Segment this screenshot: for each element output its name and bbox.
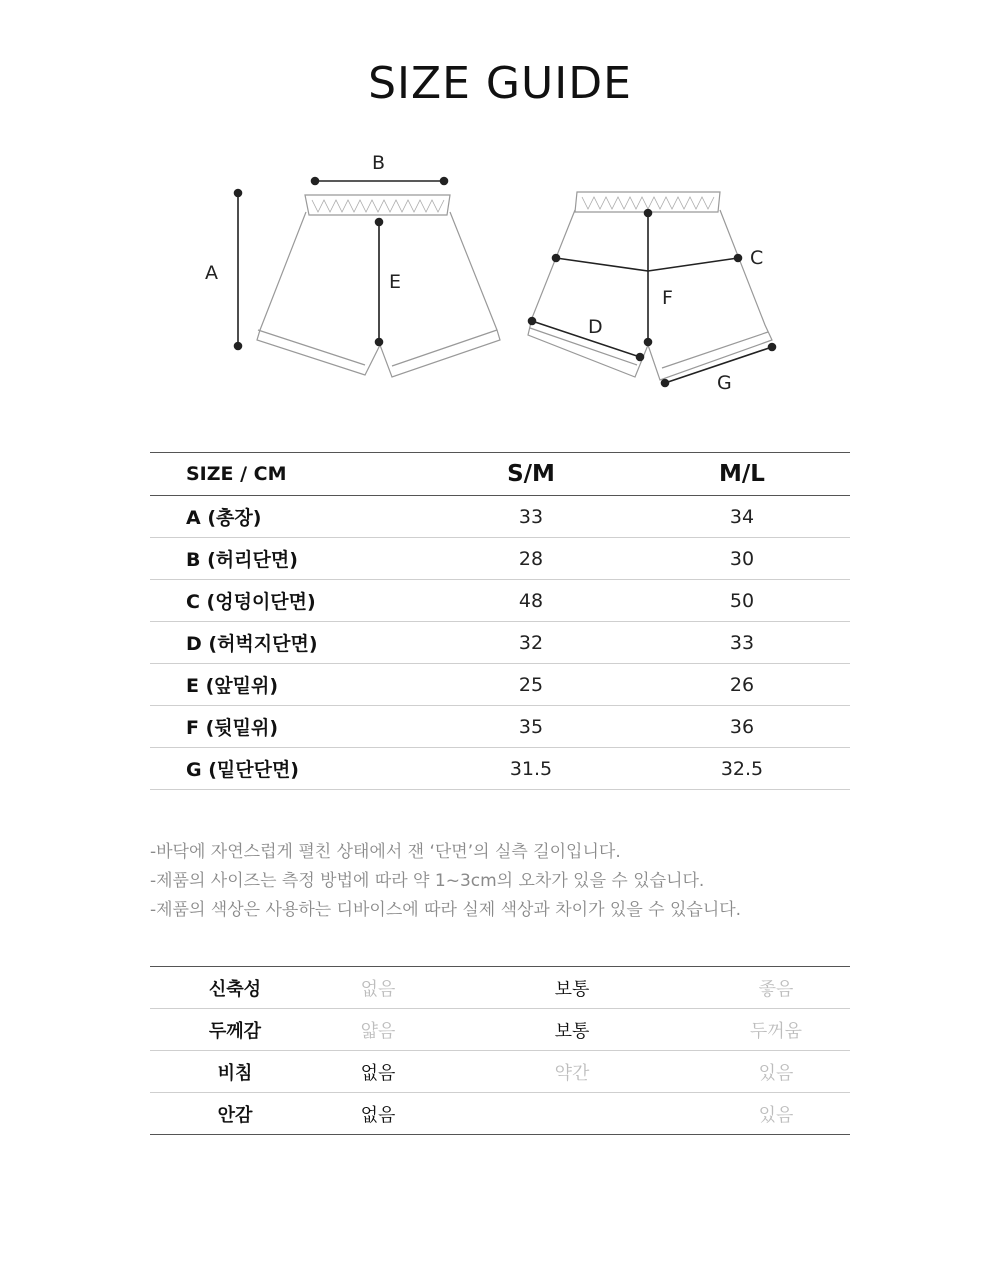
- note-line: -바닥에 자연스럽게 펼친 상태에서 잰 ‘단면’의 실측 길이입니다.: [150, 842, 621, 862]
- size-table-header: [150, 453, 850, 496]
- size-table: [150, 452, 850, 790]
- feel-option: [442, 1093, 702, 1135]
- measure-label: B (허리단면): [186, 549, 298, 571]
- size-col-header: M/L: [719, 461, 765, 487]
- feel-option: 보통: [554, 978, 590, 1000]
- label-g: G: [717, 372, 732, 394]
- measure-label: D (허벅지단면): [186, 633, 318, 655]
- label-f: F: [662, 287, 673, 309]
- feel-label: 신축성: [208, 978, 262, 1000]
- label-d: D: [588, 316, 603, 338]
- feel-label: 두께감: [208, 1020, 262, 1042]
- table-row: [150, 622, 850, 664]
- size-col-header: S/M: [507, 461, 555, 487]
- table-row: [150, 664, 850, 706]
- feel-option: 얇음: [360, 1020, 396, 1042]
- feel-row: [150, 1051, 850, 1093]
- measure-label: F (뒷밑위): [186, 717, 279, 739]
- feel-row: [150, 1009, 850, 1051]
- shorts-diagram: [0, 140, 1000, 400]
- label-e: E: [389, 271, 402, 293]
- measure-label: G (밑단단면): [186, 759, 299, 781]
- table-row: [150, 538, 850, 580]
- back-shorts-illustration: [528, 192, 772, 380]
- measure-value: 32: [518, 631, 544, 654]
- size-notes: [150, 838, 741, 925]
- measure-value: 26: [729, 673, 755, 696]
- feel-label: 안감: [217, 1104, 253, 1126]
- measure-value: 36: [729, 715, 755, 738]
- label-b: B: [372, 152, 386, 174]
- feel-row: [150, 1093, 850, 1135]
- measure-value: 31.5: [509, 757, 553, 780]
- fabric-feel-table: [150, 966, 850, 1135]
- measurement-lines: [235, 178, 776, 387]
- measure-value: 33: [729, 631, 755, 654]
- feel-option: 없음: [360, 1104, 396, 1126]
- measure-label: C (엉덩이단면): [186, 591, 316, 613]
- measure-value: 30: [729, 547, 755, 570]
- feel-option: 두꺼움: [749, 1020, 803, 1042]
- measure-value: 33: [518, 505, 544, 528]
- feel-option: 보통: [554, 1020, 590, 1042]
- table-row: [150, 580, 850, 622]
- measure-value: 25: [518, 673, 544, 696]
- feel-option: 없음: [360, 978, 396, 1000]
- label-c: C: [750, 247, 764, 269]
- measure-value: 28: [518, 547, 544, 570]
- size-unit-header: SIZE / CM: [186, 463, 287, 485]
- table-row: [150, 748, 850, 790]
- note-line: -제품의 색상은 사용하는 디바이스에 따라 실제 색상과 차이가 있을 수 있습니다.: [150, 900, 742, 920]
- measure-value: 34: [729, 505, 755, 528]
- measure-value: 48: [518, 589, 544, 612]
- measure-value: 50: [729, 589, 755, 612]
- page-title: SIZE GUIDE: [368, 58, 632, 109]
- feel-label: 비침: [217, 1062, 253, 1084]
- measure-value: 35: [518, 715, 544, 738]
- feel-option: 좋음: [758, 978, 794, 1000]
- measure-label: E (앞밑위): [186, 675, 279, 697]
- feel-option: 약간: [554, 1062, 590, 1084]
- measure-label: A (총장): [186, 507, 262, 529]
- feel-option: 있음: [758, 1104, 794, 1126]
- feel-option: 있음: [758, 1062, 794, 1084]
- note-line: -제품의 사이즈는 측정 방법에 따라 약 1~3cm의 오차가 있을 수 있습니다.: [150, 871, 705, 891]
- feel-row: [150, 967, 850, 1009]
- measure-value: 32.5: [720, 757, 764, 780]
- table-row: [150, 706, 850, 748]
- feel-option: 없음: [360, 1062, 396, 1084]
- table-row: [150, 496, 850, 538]
- label-a: A: [205, 262, 218, 284]
